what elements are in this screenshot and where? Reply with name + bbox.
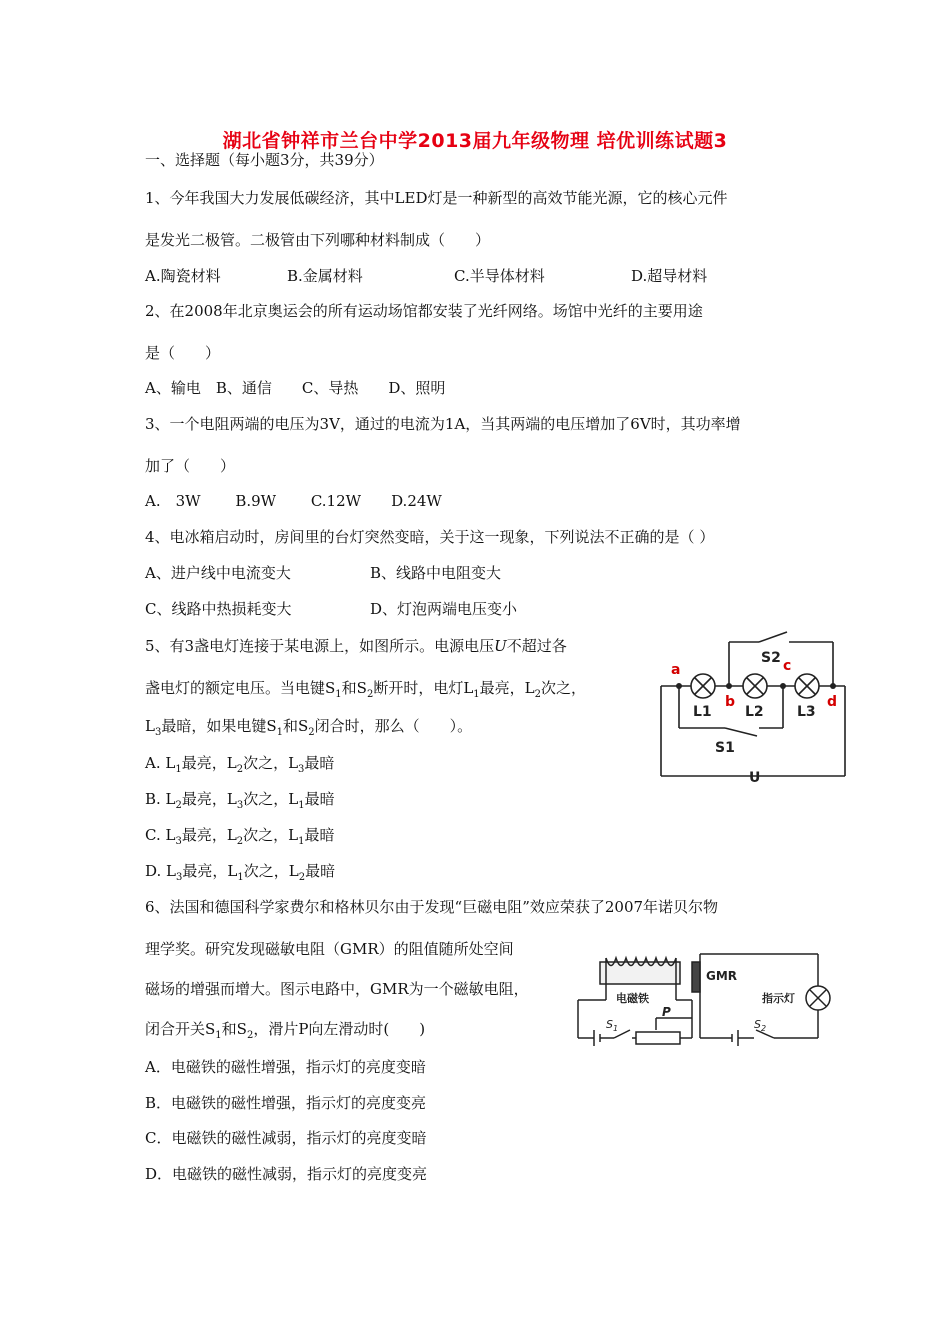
q2-stem-line1: 2、在2008年北京奥运会的所有运动场馆都安装了光纤网络。场馆中光纤的主要用途 (145, 302, 703, 320)
q5-lamp-l2: L2 (745, 704, 764, 720)
q5-option-d: D. $L_3$最亮，$L_1$次之，$L_2$最暗 (145, 862, 336, 883)
q5-point-a: a (671, 662, 681, 678)
q6-gmr-label: GMR (706, 969, 738, 983)
q4-option-d: D、灯泡两端电压变小 (370, 600, 518, 618)
q5-point-d: d (827, 694, 838, 710)
q6-switch-s2: $S_2$ (754, 1018, 767, 1033)
q6-slider-label: P (662, 1005, 671, 1019)
q6-stem-line2: 理学奖。研究发现磁敏电阻（GMR）的阻值随所处空间 (145, 940, 514, 958)
q5-circuit-diagram (655, 630, 855, 785)
q6-electromagnet-label: 电磁铁 (616, 992, 649, 1005)
q5-stem-line3: $L_3$最暗，如果电键$S_1$和$S_2$闭合时，那么（ ）。 (145, 717, 473, 738)
q5-point-b: b (725, 694, 736, 710)
q6-indicator-label: 指示灯 (762, 992, 795, 1005)
q5-source-u: U (749, 770, 761, 785)
q6-option-b: B．电磁铁的磁性增强，指示灯的亮度变亮 (145, 1094, 427, 1112)
q4-option-c: C、线路中热损耗变大 (145, 600, 292, 618)
q4-stem: 4、电冰箱启动时，房间里的台灯突然变暗，关于这一现象，下列说法不正确的是（ ） (145, 528, 715, 546)
q1-option-c: C.半导体材料 (454, 267, 545, 285)
q3-options: A. 3W B.9W C.12W D.24W (145, 492, 442, 510)
q1-stem-line2: 是发光二极管。二极管由下列哪种材料制成（ ） (145, 231, 491, 249)
q5-stem-line1: 5、有3盏电灯连接于某电源上，如图所示。电源电压U不超过各 (145, 637, 567, 655)
q4-option-b: B、线路中电阻变大 (370, 564, 502, 582)
q2-stem-line2: 是（ ） (145, 344, 221, 362)
q1-option-a: A.陶瓷材料 (145, 267, 221, 285)
q5-switch-s1: S1 (715, 740, 735, 756)
q5-lamp-l3: L3 (797, 704, 816, 720)
q5-option-b: B. $L_2$最亮，$L_3$次之，$L_1$最暗 (145, 790, 335, 811)
q5-point-c: c (783, 658, 792, 674)
q5-switch-s2: S2 (761, 650, 781, 666)
q6-option-d: D．电磁铁的磁性减弱，指示灯的亮度变亮 (145, 1165, 428, 1183)
q3-stem-line1: 3、一个电阻两端的电压为3V，通过的电流为1A，当其两端的电压增加了6V时，其功率增 (145, 415, 741, 433)
q2-options: A、输电 B、通信 C、导热 D、照明 (145, 379, 446, 397)
page-title: 湖北省钟祥市兰台中学2013届九年级物理 培优训练试题3 (222, 130, 728, 152)
q1-option-b: B.金属材料 (287, 267, 363, 285)
section-heading: 一、选择题（每小题3分，共39分） (145, 151, 384, 169)
q6-option-a: A．电磁铁的磁性增强，指示灯的亮度变暗 (145, 1058, 426, 1076)
q1-stem-line1: 1、今年我国大力发展低碳经济，其中LED灯是一种新型的高效节能光源，它的核心元件 (145, 189, 728, 207)
q6-stem-line4: 闭合开关$S_1$和$S_2$，滑片P向左滑动时( ) (145, 1020, 426, 1041)
q6-stem-line3: 磁场的增强而增大。图示电路中，GMR为一个磁敏电阻， (145, 980, 529, 998)
q5-lamp-l1: L1 (693, 704, 712, 720)
q1-option-d: D.超导材料 (631, 267, 708, 285)
q5-stem-line2: 盏电灯的额定电压。当电键$S_1$和$S_2$断开时，电灯$L_1$最亮，$L_2$次之， (145, 679, 587, 700)
q6-switch-s1: $S_1$ (606, 1018, 619, 1033)
q5-option-a: A. $L_1$最亮，$L_2$次之，$L_3$最暗 (145, 754, 335, 775)
q6-gmr-circuit-diagram (570, 948, 838, 1056)
q6-option-c: C．电磁铁的磁性减弱，指示灯的亮度变暗 (145, 1129, 427, 1147)
q3-stem-line2: 加了（ ） (145, 457, 236, 475)
q6-stem-line1: 6、法国和德国科学家费尔和格林贝尔由于发现“巨磁电阻”效应荣获了2007年诺贝尔物 (145, 898, 719, 916)
q5-option-c: C. $L_3$最亮，$L_2$次之，$L_1$最暗 (145, 826, 335, 847)
q4-option-a: A、进户线中电流变大 (145, 564, 291, 582)
